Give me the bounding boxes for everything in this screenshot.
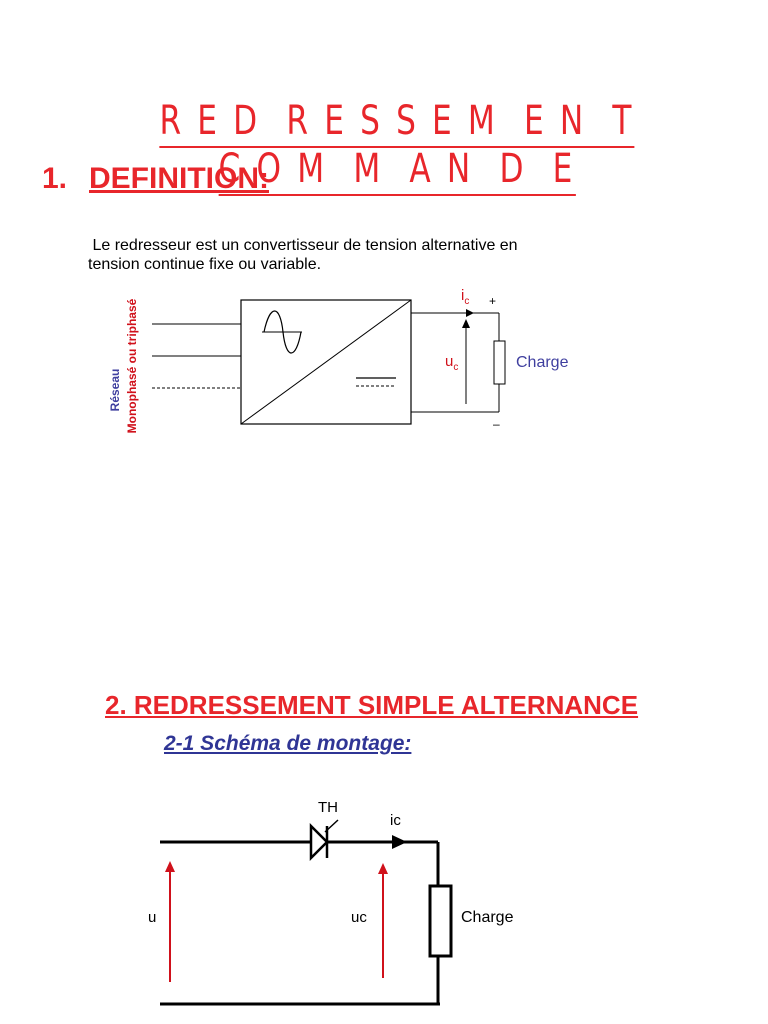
load-voltage-arrow-icon <box>378 863 388 874</box>
thyristor-circuit <box>148 799 514 1004</box>
ic-arrow-icon <box>392 835 407 849</box>
load-resistor-2 <box>430 886 451 956</box>
converter-diagram <box>108 287 569 433</box>
thyristor-label: TH <box>318 799 338 816</box>
load-voltage-label: uc <box>351 909 367 926</box>
thyristor-icon <box>311 820 338 858</box>
network-type-label: Monophasé ou triphasé <box>125 298 139 434</box>
paragraph-line-2: tension continue fixe ou variable. <box>88 256 322 273</box>
current-label: $i_c$ <box>461 287 470 307</box>
converter-diagonal <box>241 300 411 424</box>
dc-symbol-icon <box>356 378 396 386</box>
load-label: Charge <box>516 354 569 371</box>
source-voltage-label: u <box>148 909 157 926</box>
minus-sign: – <box>493 417 500 431</box>
load-label-2: Charge <box>461 909 514 926</box>
network-label: Réseau <box>108 368 122 412</box>
title-text-2: C O M M A N D E <box>219 146 576 196</box>
plus-sign: + <box>489 294 497 308</box>
voltage-label: $u_c$ <box>445 353 459 373</box>
load-resistor <box>494 341 505 384</box>
section-2-title: 2. REDRESSEMENT SIMPLE ALTERNANCE <box>105 690 639 720</box>
paragraph-line-1: Le redresseur est un convertisseur de tension alternative en <box>88 237 518 254</box>
source-voltage-arrow-icon <box>165 861 175 872</box>
subsection-2-1-title: 2-1 Schéma de montage: <box>164 732 412 755</box>
voltage-arrow-icon <box>462 319 470 328</box>
section-1-title: DEFINITION: <box>89 162 269 195</box>
current-arrow-icon <box>466 309 474 317</box>
title-text-1: R E D R E S S E M E N T <box>159 98 634 148</box>
ac-wave-icon <box>262 311 302 353</box>
section-1-number: 1. <box>42 162 68 195</box>
ic-label: ic <box>390 812 401 829</box>
